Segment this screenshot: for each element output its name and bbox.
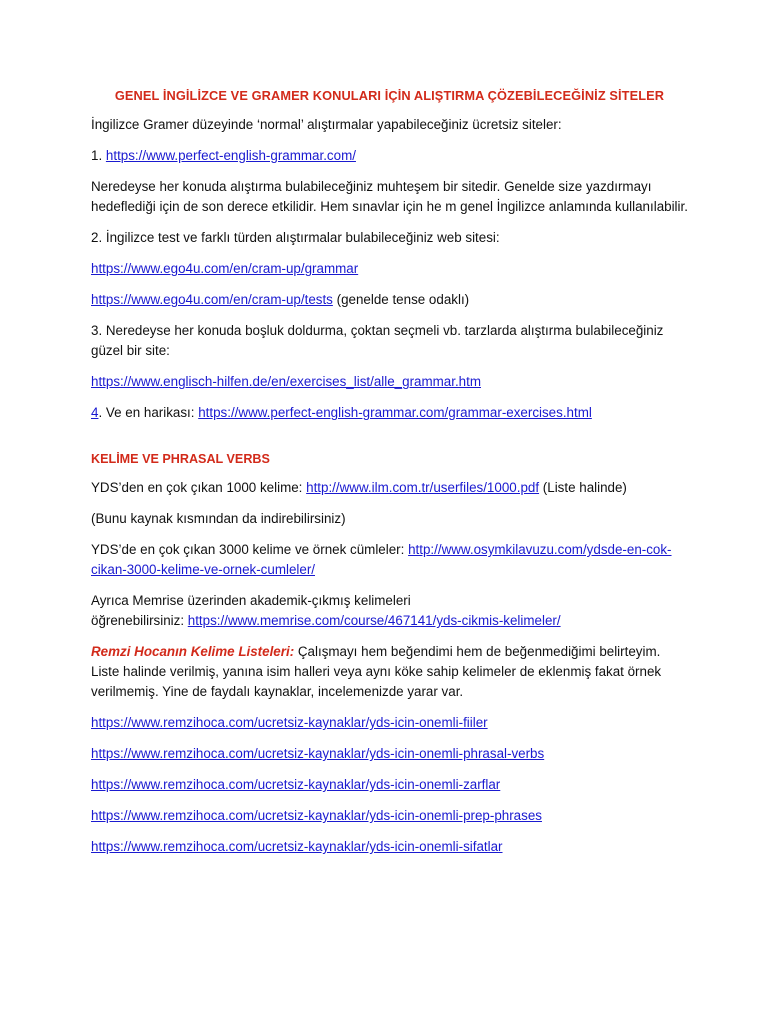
item-2-link-a-row bbox=[91, 259, 688, 279]
item-2-text: 2. İngilizce test ve farklı türden alıştırmalar bulabileceğiniz web sitesi: bbox=[91, 230, 500, 245]
yds-1000-text: YDS’den en çok çıkan 1000 kelime: bbox=[91, 480, 307, 495]
remzi-text: Çalışmayı hem beğendimi hem de beğenmediğimi belirteyim. Liste halinde verilmiş, yanına isim halleri veya aynı köke sahip kelimeler de eklenmiş fakat örnek verilmemiş. Yine de faydalı kaynaklar, incelemenizde yarar var. bbox=[91, 644, 662, 699]
remzi-link-row bbox=[91, 775, 688, 795]
remzi-link-row bbox=[91, 806, 688, 826]
ego4u-tests-link[interactable]: https://www.ego4u.com/en/cram-up/tests bbox=[91, 292, 333, 307]
item-1-number: 1. bbox=[91, 148, 103, 163]
item-2-link-b-row bbox=[91, 290, 688, 310]
remzi-link-row bbox=[91, 713, 688, 733]
remzi-paragraph bbox=[91, 642, 688, 702]
remzi-link-row bbox=[91, 744, 688, 764]
remzi-phrasal-verbs-link[interactable]: https://www.remzihoca.com/ucretsiz-kaynaklar/yds-icin-onemli-phrasal-verbs bbox=[91, 746, 545, 761]
englisch-hilfen-link[interactable]: https://www.englisch-hilfen.de/en/exercises_list/alle_grammar.htm bbox=[91, 374, 481, 389]
memrise-link[interactable]: https://www.memrise.com/course/467141/yds-cikmis-kelimeler/ bbox=[187, 613, 561, 628]
yds-3000-text: YDS’de en çok çıkan 3000 kelime ve örnek cümleler: bbox=[91, 542, 409, 557]
item-4 bbox=[91, 403, 688, 423]
item-1 bbox=[91, 146, 688, 166]
item-1-description: Neredeyse her konuda alıştırma bulabileceğiniz muhteşem bir sitedir. Genelde size yazdırmayı hedeflediği için de son derece etkilidir. Hem sınavlar için he m genel İngilizce anlamında kullanılabilir. bbox=[91, 179, 688, 214]
item-4-number[interactable]: 4 bbox=[91, 405, 99, 420]
memrise-line-2: öğrenebilirsiniz: bbox=[91, 613, 188, 628]
intro-text: İngilizce Gramer düzeyinde ‘normal’ alıştırmalar yapabileceğiniz ücretsiz siteler: bbox=[91, 117, 562, 132]
ego4u-grammar-link[interactable]: https://www.ego4u.com/en/cram-up/grammar bbox=[91, 261, 359, 276]
item-3-text: 3. Neredeyse her konuda boşluk doldurma, çoktan seçmeli vb. tarzlarda alıştırma bulabileceğiniz güzel bir site: bbox=[91, 323, 664, 358]
item-3-link-row bbox=[91, 372, 688, 392]
grammar-exercises-link[interactable]: https://www.perfect-english-grammar.com/grammar-exercises.html bbox=[198, 405, 592, 420]
section-vocabulary-title: KELİME VE PHRASAL VERBS bbox=[91, 452, 270, 466]
yds-3000-link[interactable]: http://www.osymkilavuzu.com/ydsde-en-cok-cikan-3000-kelime-ve-ornek-cumleler/ bbox=[91, 542, 672, 577]
remzi-label: Remzi Hocanın Kelime Listeleri: bbox=[91, 644, 295, 659]
ego4u-tests-note: (genelde tense odaklı) bbox=[332, 292, 470, 307]
remzi-prep-phrases-link[interactable]: https://www.remzihoca.com/ucretsiz-kaynaklar/yds-icin-onemli-prep-phrases bbox=[91, 808, 542, 823]
remzi-fiiler-link[interactable]: https://www.remzihoca.com/ucretsiz-kaynaklar/yds-icin-onemli-fiiler bbox=[91, 715, 488, 730]
yds-1000-extra: (Bunu kaynak kısmından da indirebilirsiniz) bbox=[91, 511, 346, 526]
remzi-zarflar-link[interactable]: https://www.remzihoca.com/ucretsiz-kaynaklar/yds-icin-onemli-zarflar bbox=[91, 777, 501, 792]
remzi-link-row bbox=[91, 837, 688, 857]
item-4-text: . Ve en harikası: bbox=[98, 405, 199, 420]
perfect-english-grammar-link[interactable]: https://www.perfect-english-grammar.com/ bbox=[105, 148, 356, 163]
memrise-row bbox=[91, 591, 688, 631]
yds-3000-row bbox=[91, 540, 688, 580]
document-title: GENEL İNGİLİZCE VE GRAMER KONULARI İÇİN ALIŞTIRMA ÇÖZEBİLECEĞİNİZ SİTELER bbox=[114, 88, 665, 103]
yds-1000-note: (Liste halinde) bbox=[539, 480, 627, 495]
yds-1000-row bbox=[91, 478, 688, 498]
remzi-sifatlar-link[interactable]: https://www.remzihoca.com/ucretsiz-kaynaklar/yds-icin-onemli-sifatlar bbox=[91, 839, 503, 854]
memrise-line-1: Ayrıca Memrise üzerinden akademik-çıkmış kelimeleri bbox=[91, 593, 411, 608]
yds-1000-link[interactable]: http://www.ilm.com.tr/userfiles/1000.pdf bbox=[306, 480, 540, 495]
